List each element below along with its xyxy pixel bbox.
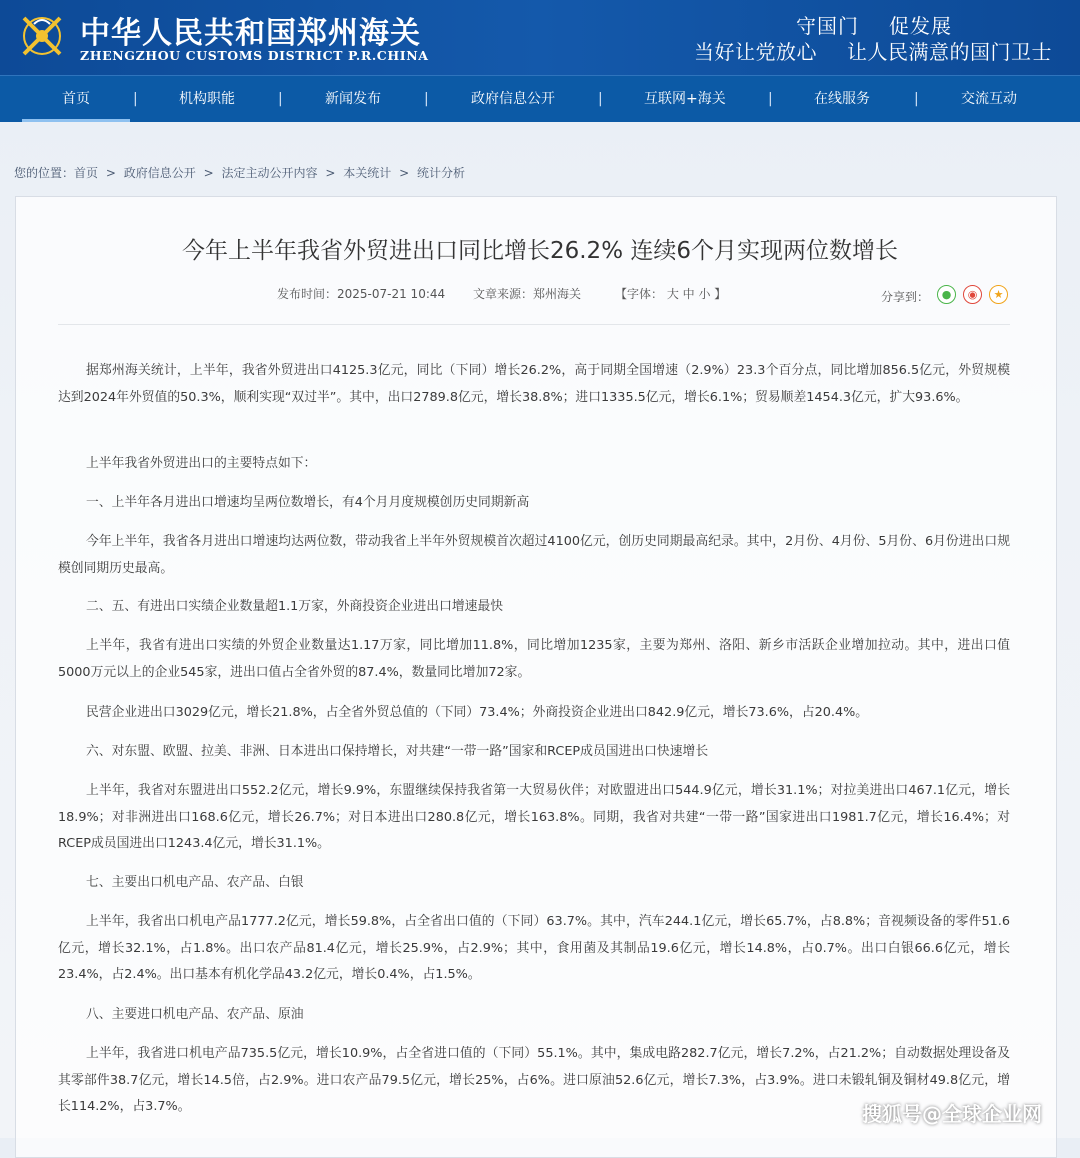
publish-time: 发布时间：2025-07-21 10:44 xyxy=(277,287,446,301)
nav-separator: | xyxy=(914,91,919,107)
paragraph: 上半年我省外贸进出口的主要特点如下： xyxy=(86,456,317,471)
nav-separator: | xyxy=(768,91,773,107)
section-heading: 八、主要进口机电产品、农产品、原油 xyxy=(86,1007,304,1022)
nav-item-interaction[interactable]: 交流互动 xyxy=(961,91,1017,107)
nav-item-online-service[interactable]: 在线服务 xyxy=(814,91,870,107)
paragraph: 上半年，我省出口机电产品1777.2亿元，增长59.8%，占全省出口值的（下同）63.7%。其中，汽车244.1亿元，增长65.7%，占8.8%；音视频设备的零件51.6亿元，增长32.1%，占1.8%。出口农产品81.4亿元，增长25.9%，占2.9%；其中，食用菌及其制品19.6亿元，增长14.8%，占0.7%。出口白银66.6亿元，增长23.4%，占2.4%。出口基本有机化学品43.2亿元，增长0.4%，占1.5%。 xyxy=(58,914,1010,982)
divider xyxy=(58,324,1010,325)
nav-separator: | xyxy=(424,91,429,107)
slogan-text: 守国门 xyxy=(796,14,859,38)
nav-separator: | xyxy=(278,91,283,107)
section-heading: 二、五、有进出口实绩企业数量超1.1万家，外商投资企业进出口增速最快 xyxy=(86,599,504,614)
nav-separator: | xyxy=(133,91,138,107)
nav-item-internet-customs[interactable]: 互联网+海关 xyxy=(644,91,726,107)
watermark: 搜狐号@全球企业网 xyxy=(862,1102,1042,1126)
section-heading: 一、上半年各月进出口增速均呈两位数增长，有4个月月度规模创历史同期新高 xyxy=(86,495,530,510)
site-header xyxy=(0,0,1080,75)
main-nav xyxy=(0,75,1080,122)
paragraph: 据郑州海关统计，上半年，我省外贸进出口4125.3亿元，同比（下同）增长26.2%，高于同期全国增速（2.9%）23.3个百分点，同比增加856.5亿元，外贸规模达到2024年外贸值的50.3%，顺利实现“双过半”。其中，出口2789.8亿元，增长38.8%；进口1335.5亿元，增长6.1%；贸易顺差1454.3亿元，扩大93.6%。 xyxy=(58,363,1010,405)
nav-item-home[interactable]: 首页 xyxy=(22,76,130,122)
nav-item-gov-info[interactable]: 政府信息公开 xyxy=(471,91,555,107)
breadcrumb-item-statistics[interactable]: 本关统计 xyxy=(343,166,392,180)
slogan-line-2 xyxy=(694,36,1052,65)
breadcrumb-item-gov-info[interactable]: 政府信息公开 xyxy=(123,166,196,180)
paragraph: 上半年，我省有进出口实绩的外贸企业数量达1.17万家，同比增加11.8%，同比增加1235家，主要为郑州、洛阳、新乡市活跃企业增加拉动。其中，进出口值5000万元以上的企业545家，进出口值占全省外贸的87.4%，数量同比增加72家。 xyxy=(58,638,1010,680)
paragraph: 民营企业进出口3029亿元，增长21.8%，占全省外贸总值的（下同）73.4%；外商投资企业进出口842.9亿元，增长73.6%，占20.4%。 xyxy=(86,705,869,720)
star-share-icon[interactable]: ★ xyxy=(989,285,1008,304)
breadcrumb-prefix: 您的位置： xyxy=(14,166,75,180)
share-label: 分享到： xyxy=(881,290,930,304)
breadcrumb-separator: > xyxy=(399,166,410,180)
breadcrumb-item-analysis[interactable]: 统计分析 xyxy=(416,166,465,180)
section-heading: 七、主要出口机电产品、农产品、白银 xyxy=(86,875,304,890)
breadcrumb xyxy=(14,164,469,181)
breadcrumb-separator: > xyxy=(325,166,336,180)
article-title: 今年上半年我省外贸进出口同比增长26.2% 连续6个月实现两位数增长 xyxy=(181,238,898,264)
slogan-text: 促发展 xyxy=(889,14,952,38)
breadcrumb-item-disclosure[interactable]: 法定主动公开内容 xyxy=(221,166,318,180)
slogan-text: 让人民满意的国门卫士 xyxy=(847,40,1052,64)
weibo-share-icon[interactable]: ◉ xyxy=(963,285,982,304)
breadcrumb-item-home[interactable]: 首页 xyxy=(74,166,99,180)
breadcrumb-separator: > xyxy=(203,166,214,180)
section-heading: 六、对东盟、欧盟、拉美、非洲、日本进出口保持增长，对共建“一带一路”国家和RCEP成员国进出口快速增长 xyxy=(86,744,709,759)
nav-item-functions[interactable]: 机构职能 xyxy=(179,91,235,107)
site-subtitle: ZHENGZHOU CUSTOMS DISTRICT P.R.CHINA xyxy=(80,48,429,63)
article-source: 文章来源：郑州海关 xyxy=(473,287,582,301)
wechat-share-icon[interactable]: ● xyxy=(937,285,956,304)
paragraph: 上半年，我省进口机电产品735.5亿元，增长10.9%，占全省进口值的（下同）55.1%。其中，集成电路282.7亿元，增长7.2%，占21.2%；自动数据处理设备及其零部件38.7亿元，增长14.5倍，占2.9%。进口农产品79.5亿元，增长25%，占6%。进口原油52.6亿元，增长7.3%，占3.9%。进口未锻轧铜及铜材49.8亿元，增长114.2%，占3.7%。 xyxy=(58,1046,1010,1114)
font-size-switcher[interactable]: 【字体： 大 中 小 】 xyxy=(615,287,727,301)
site-title[interactable]: 中华人民共和国郑州海关 xyxy=(80,16,421,51)
nav-separator: | xyxy=(598,91,603,107)
slogan-line-1 xyxy=(796,10,982,39)
paragraph: 今年上半年，我省各月进出口增速均达两位数，带动我省上半年外贸规模首次超过4100亿元，创历史同期最高纪录。其中，2月份、4月份、5月份、6月份进出口规模创同期历史最高。 xyxy=(58,534,1010,576)
customs-emblem-icon[interactable] xyxy=(16,10,68,62)
nav-item-news[interactable]: 新闻发布 xyxy=(325,91,381,107)
slogan-text: 当好让党放心 xyxy=(694,40,817,64)
breadcrumb-separator: > xyxy=(105,166,116,180)
paragraph: 上半年，我省对东盟进出口552.2亿元，增长9.9%，东盟继续保持我省第一大贸易伙伴；对欧盟进出口544.9亿元，增长31.1%；对拉美进出口467.1亿元，增长18.9%；对非洲进出口168.6亿元，增长26.7%；对日本进出口280.8亿元，增长163.8%。同期，我省对共建“一带一路”国家进出口1981.7亿元，增长16.4%；对RCEP成员国进出口1243.4亿元，增长31.1%。 xyxy=(58,783,1010,851)
